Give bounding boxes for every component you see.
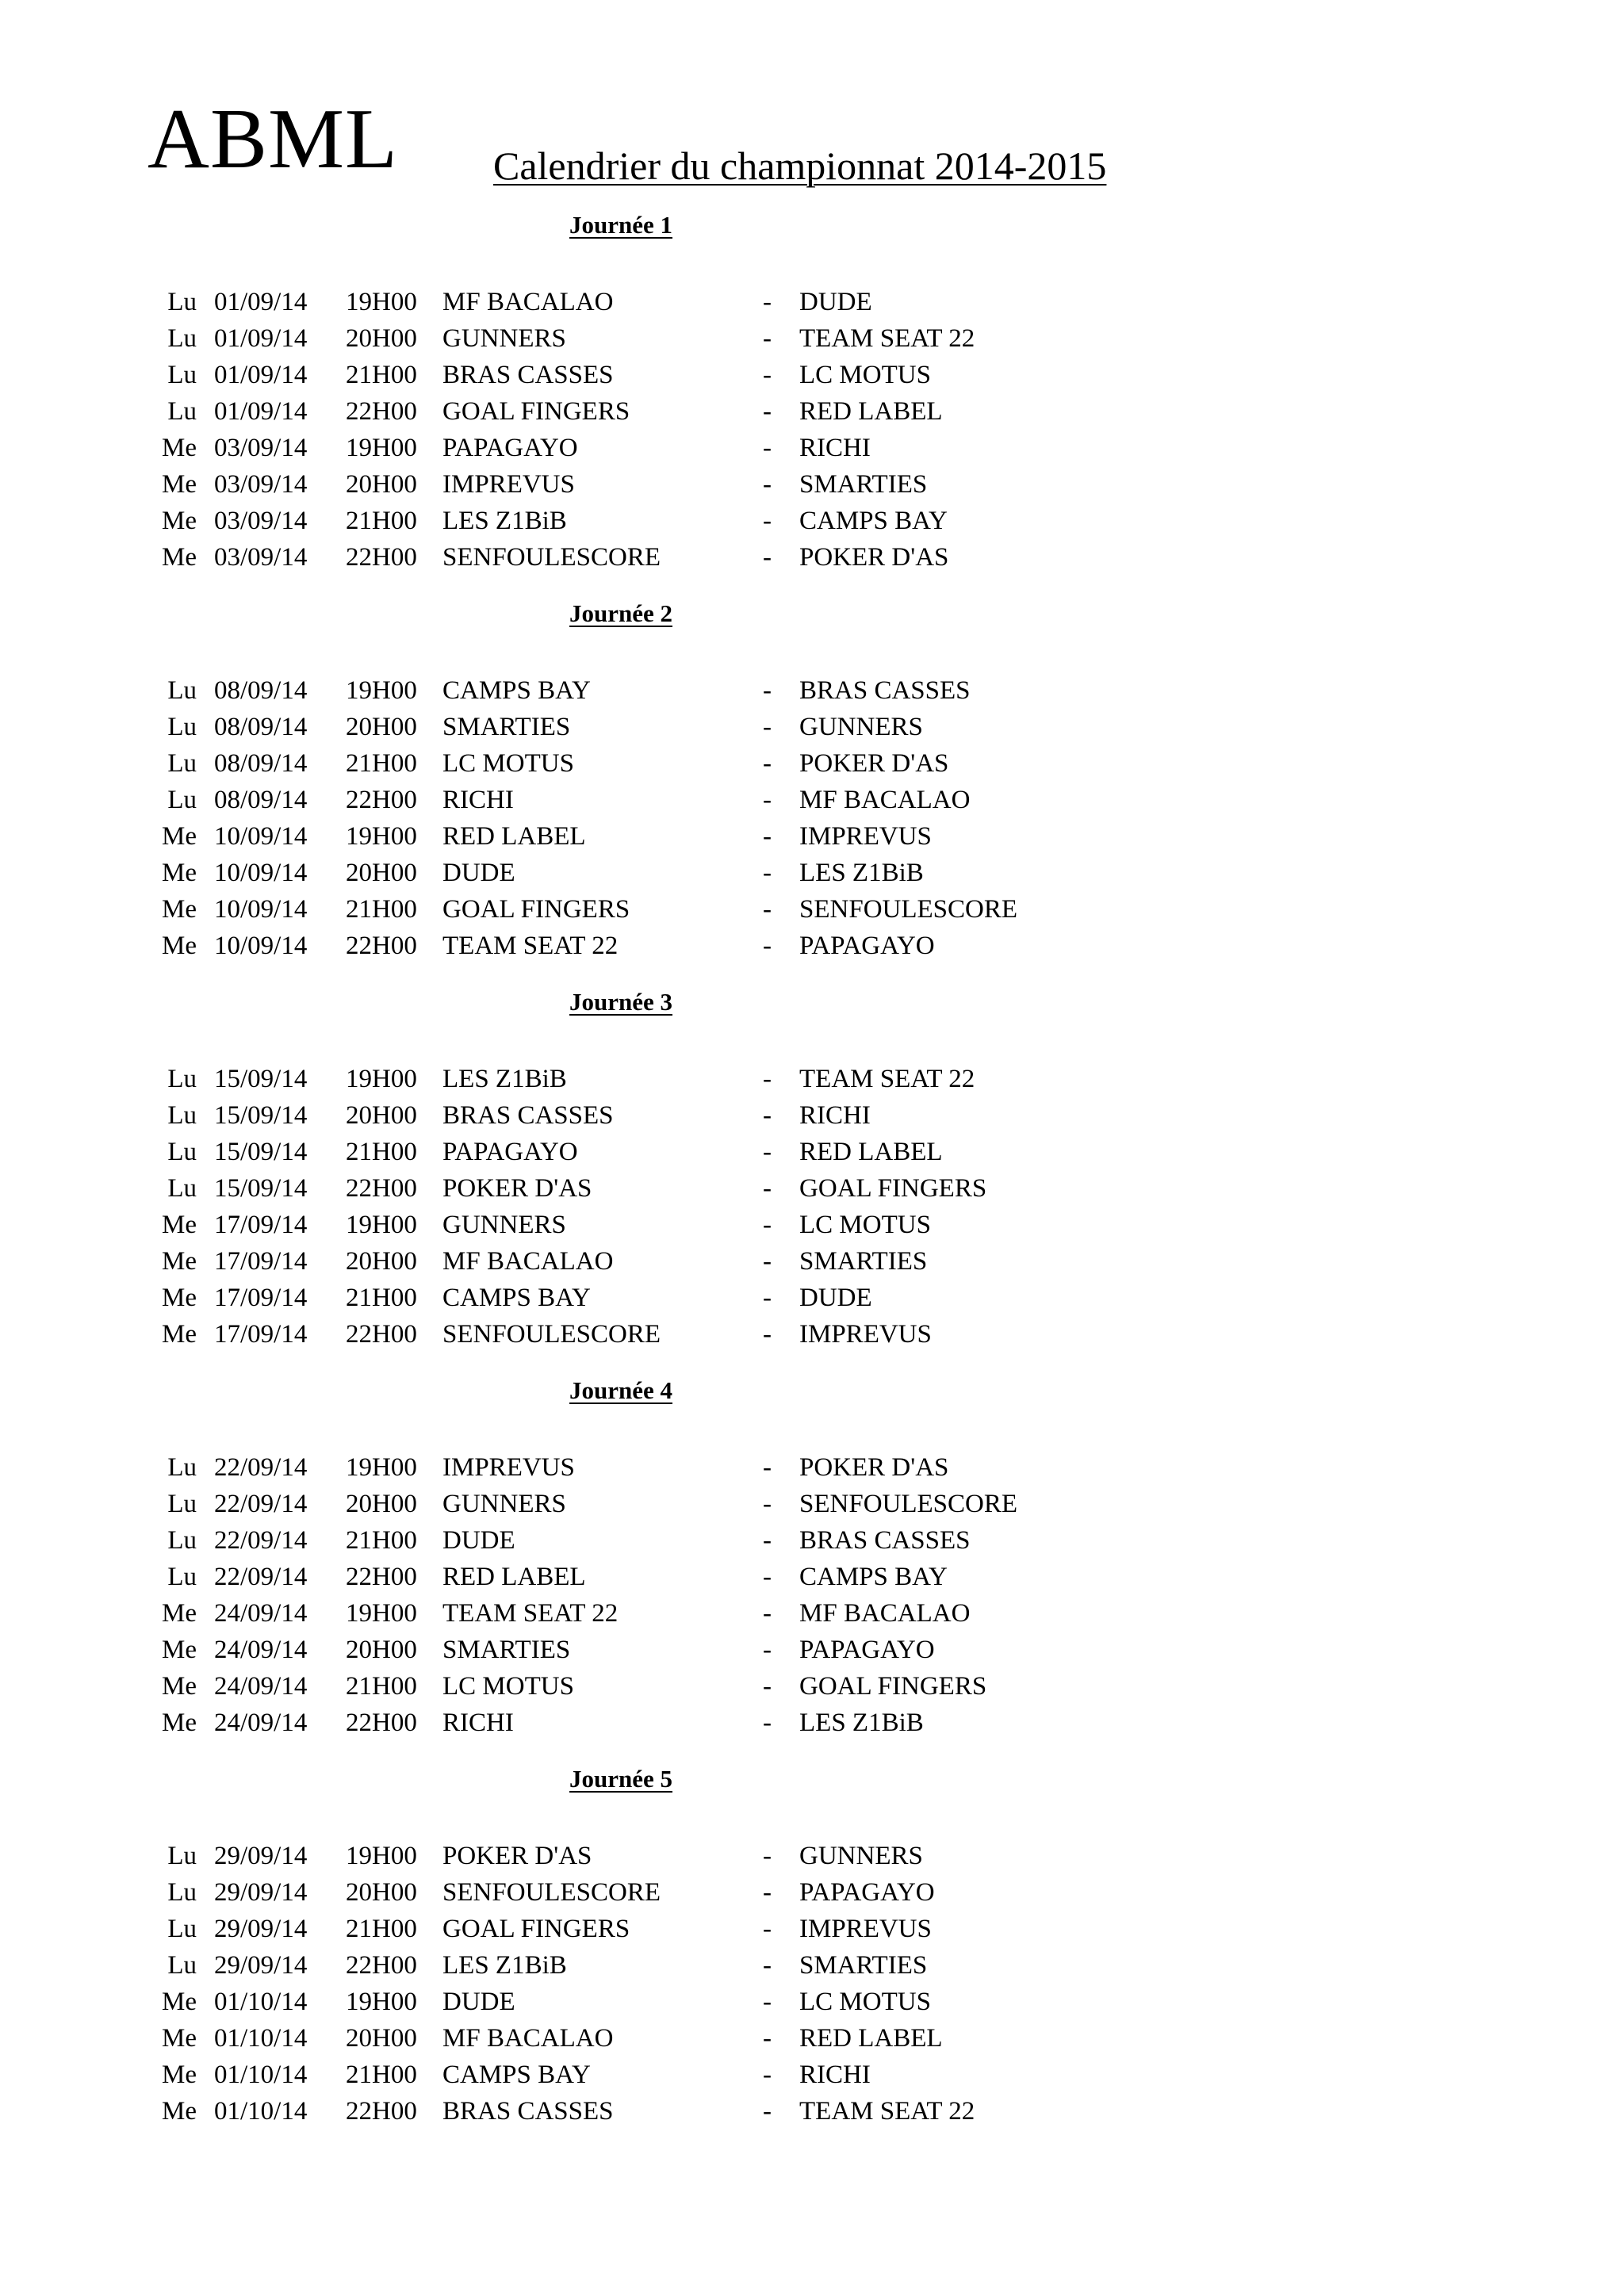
match-day: Lu xyxy=(167,1951,197,1980)
match-time: 19H00 xyxy=(346,1842,417,1870)
round-heading: Journée 2 xyxy=(569,599,673,627)
match-row xyxy=(0,323,1624,354)
away-team: LC MOTUS xyxy=(799,361,931,389)
page-title: Calendrier du championnat 2014-2015 xyxy=(493,144,1107,188)
match-separator: - xyxy=(763,1951,772,1980)
away-team: SMARTIES xyxy=(799,1247,928,1276)
home-team: GOAL FINGERS xyxy=(442,397,630,426)
away-team: RED LABEL xyxy=(799,1138,943,1166)
match-day: Me xyxy=(162,2061,197,2089)
away-team: TEAM SEAT 22 xyxy=(799,324,975,353)
match-time: 19H00 xyxy=(346,1065,417,1093)
match-time: 20H00 xyxy=(346,713,417,741)
away-team: CAMPS BAY xyxy=(799,507,948,535)
match-date: 10/09/14 xyxy=(214,895,308,924)
home-team: MF BACALAO xyxy=(442,2024,614,2053)
home-team: BRAS CASSES xyxy=(442,361,614,389)
match-time: 21H00 xyxy=(346,749,417,778)
match-day: Lu xyxy=(167,324,197,353)
home-team: DUDE xyxy=(442,859,515,887)
match-separator: - xyxy=(763,1709,772,1737)
round-heading: Journée 5 xyxy=(569,1765,673,1793)
home-team: SMARTIES xyxy=(442,713,571,741)
match-day: Lu xyxy=(167,1526,197,1555)
match-row xyxy=(0,1525,1624,1556)
away-team: TEAM SEAT 22 xyxy=(799,1065,975,1093)
away-team: RICHI xyxy=(799,2061,871,2089)
match-separator: - xyxy=(763,1453,772,1482)
match-date: 03/09/14 xyxy=(214,470,308,499)
match-row xyxy=(0,1670,1624,1702)
match-time: 22H00 xyxy=(346,1951,417,1980)
home-team: MF BACALAO xyxy=(442,1247,614,1276)
match-separator: - xyxy=(763,2061,772,2089)
match-date: 29/09/14 xyxy=(214,1842,308,1870)
home-team: TEAM SEAT 22 xyxy=(442,1599,619,1628)
away-team: GOAL FINGERS xyxy=(799,1174,987,1203)
home-team: RICHI xyxy=(442,786,514,814)
match-separator: - xyxy=(763,507,772,535)
home-team: BRAS CASSES xyxy=(442,1101,614,1130)
match-day: Lu xyxy=(167,1138,197,1166)
match-day: Lu xyxy=(167,713,197,741)
match-row xyxy=(0,432,1624,464)
match-separator: - xyxy=(763,1211,772,1239)
match-separator: - xyxy=(763,822,772,851)
match-date: 03/09/14 xyxy=(214,543,308,572)
away-team: BRAS CASSES xyxy=(799,1526,971,1555)
match-time: 21H00 xyxy=(346,1915,417,1943)
match-separator: - xyxy=(763,713,772,741)
match-day: Me xyxy=(162,507,197,535)
match-separator: - xyxy=(763,434,772,462)
away-team: GUNNERS xyxy=(799,713,923,741)
match-date: 10/09/14 xyxy=(214,822,308,851)
home-team: LES Z1BiB xyxy=(442,507,567,535)
home-team: POKER D'AS xyxy=(442,1842,592,1870)
match-time: 22H00 xyxy=(346,1320,417,1349)
match-separator: - xyxy=(763,1599,772,1628)
match-day: Lu xyxy=(167,1174,197,1203)
home-team: RICHI xyxy=(442,1709,514,1737)
match-row xyxy=(0,1100,1624,1131)
match-day: Lu xyxy=(167,1101,197,1130)
match-date: 15/09/14 xyxy=(214,1065,308,1093)
away-team: LES Z1BiB xyxy=(799,1709,924,1737)
match-separator: - xyxy=(763,1915,772,1943)
match-separator: - xyxy=(763,859,772,887)
match-date: 15/09/14 xyxy=(214,1138,308,1166)
match-date: 01/09/14 xyxy=(214,397,308,426)
home-team: MF BACALAO xyxy=(442,288,614,316)
match-row xyxy=(0,1488,1624,1520)
match-separator: - xyxy=(763,1490,772,1518)
match-day: Me xyxy=(162,1211,197,1239)
match-time: 21H00 xyxy=(346,895,417,924)
match-date: 15/09/14 xyxy=(214,1174,308,1203)
match-time: 20H00 xyxy=(346,859,417,887)
match-date: 10/09/14 xyxy=(214,859,308,887)
match-date: 22/09/14 xyxy=(214,1526,308,1555)
match-time: 19H00 xyxy=(346,676,417,705)
match-row xyxy=(0,1634,1624,1666)
match-time: 22H00 xyxy=(346,543,417,572)
match-row xyxy=(0,1318,1624,1350)
match-date: 01/10/14 xyxy=(214,2061,308,2089)
away-team: LC MOTUS xyxy=(799,1211,931,1239)
match-day: Lu xyxy=(167,288,197,316)
home-team: SENFOULESCORE xyxy=(442,1878,661,1907)
logo-text: ABML xyxy=(147,92,399,186)
match-day: Me xyxy=(162,1636,197,1664)
match-day: Me xyxy=(162,1988,197,2016)
away-team: RICHI xyxy=(799,1101,871,1130)
away-team: TEAM SEAT 22 xyxy=(799,2097,975,2126)
match-time: 19H00 xyxy=(346,822,417,851)
match-day: Me xyxy=(162,822,197,851)
match-separator: - xyxy=(763,1065,772,1093)
away-team: GUNNERS xyxy=(799,1842,923,1870)
match-time: 20H00 xyxy=(346,324,417,353)
match-day: Me xyxy=(162,1672,197,1701)
away-team: DUDE xyxy=(799,1284,872,1312)
match-separator: - xyxy=(763,470,772,499)
home-team: IMPREVUS xyxy=(442,1453,575,1482)
match-time: 21H00 xyxy=(346,2061,417,2089)
match-row xyxy=(0,1136,1624,1168)
match-date: 08/09/14 xyxy=(214,786,308,814)
match-row xyxy=(0,1561,1624,1593)
match-day: Me xyxy=(162,2097,197,2126)
away-team: PAPAGAYO xyxy=(799,1636,935,1664)
home-team: BRAS CASSES xyxy=(442,2097,614,2126)
match-time: 22H00 xyxy=(346,1174,417,1203)
away-team: SENFOULESCORE xyxy=(799,895,1018,924)
match-date: 08/09/14 xyxy=(214,676,308,705)
match-separator: - xyxy=(763,676,772,705)
match-separator: - xyxy=(763,324,772,353)
home-team: GUNNERS xyxy=(442,1211,566,1239)
match-time: 22H00 xyxy=(346,1709,417,1737)
match-row xyxy=(0,2022,1624,2054)
match-row xyxy=(0,2095,1624,2127)
match-row xyxy=(0,1598,1624,1629)
home-team: LES Z1BiB xyxy=(442,1951,567,1980)
match-day: Lu xyxy=(167,361,197,389)
home-team: LC MOTUS xyxy=(442,749,574,778)
match-day: Lu xyxy=(167,1490,197,1518)
match-separator: - xyxy=(763,932,772,960)
match-row xyxy=(0,469,1624,500)
match-day: Lu xyxy=(167,1842,197,1870)
match-separator: - xyxy=(763,1636,772,1664)
match-time: 19H00 xyxy=(346,1211,417,1239)
match-row xyxy=(0,1452,1624,1483)
match-day: Me xyxy=(162,1247,197,1276)
match-time: 21H00 xyxy=(346,507,417,535)
match-day: Me xyxy=(162,859,197,887)
match-row xyxy=(0,1173,1624,1204)
match-separator: - xyxy=(763,361,772,389)
match-row xyxy=(0,821,1624,852)
home-team: IMPREVUS xyxy=(442,470,575,499)
away-team: BRAS CASSES xyxy=(799,676,971,705)
match-day: Lu xyxy=(167,1065,197,1093)
match-day: Lu xyxy=(167,786,197,814)
match-date: 01/09/14 xyxy=(214,288,308,316)
match-time: 22H00 xyxy=(346,786,417,814)
match-separator: - xyxy=(763,1672,772,1701)
home-team: GOAL FINGERS xyxy=(442,895,630,924)
match-time: 21H00 xyxy=(346,1284,417,1312)
round-heading: Journée 4 xyxy=(569,1376,673,1404)
away-team: IMPREVUS xyxy=(799,822,932,851)
match-row xyxy=(0,1877,1624,1908)
match-row xyxy=(0,675,1624,706)
match-row xyxy=(0,2059,1624,2091)
away-team: SMARTIES xyxy=(799,470,928,499)
away-team: RED LABEL xyxy=(799,2024,943,2053)
match-date: 08/09/14 xyxy=(214,713,308,741)
match-row xyxy=(0,711,1624,743)
match-separator: - xyxy=(763,1842,772,1870)
match-time: 21H00 xyxy=(346,1672,417,1701)
home-team: SENFOULESCORE xyxy=(442,543,661,572)
match-date: 01/10/14 xyxy=(214,2097,308,2126)
away-team: SMARTIES xyxy=(799,1951,928,1980)
match-date: 24/09/14 xyxy=(214,1599,308,1628)
match-day: Lu xyxy=(167,1453,197,1482)
match-separator: - xyxy=(763,1563,772,1591)
match-row xyxy=(0,359,1624,391)
match-date: 17/09/14 xyxy=(214,1211,308,1239)
match-row xyxy=(0,396,1624,427)
away-team: MF BACALAO xyxy=(799,1599,971,1628)
home-team: CAMPS BAY xyxy=(442,2061,591,2089)
home-team: CAMPS BAY xyxy=(442,676,591,705)
match-time: 20H00 xyxy=(346,1636,417,1664)
away-team: GOAL FINGERS xyxy=(799,1672,987,1701)
match-date: 29/09/14 xyxy=(214,1915,308,1943)
match-day: Me xyxy=(162,470,197,499)
home-team: LC MOTUS xyxy=(442,1672,574,1701)
away-team: PAPAGAYO xyxy=(799,932,935,960)
home-team: SMARTIES xyxy=(442,1636,571,1664)
match-time: 22H00 xyxy=(346,1563,417,1591)
match-date: 22/09/14 xyxy=(214,1563,308,1591)
match-separator: - xyxy=(763,1878,772,1907)
match-time: 22H00 xyxy=(346,2097,417,2126)
away-team: POKER D'AS xyxy=(799,1453,949,1482)
match-day: Me xyxy=(162,2024,197,2053)
match-separator: - xyxy=(763,895,772,924)
match-separator: - xyxy=(763,1526,772,1555)
match-date: 01/09/14 xyxy=(214,361,308,389)
match-day: Me xyxy=(162,895,197,924)
round-heading: Journée 1 xyxy=(569,211,673,239)
match-row xyxy=(0,1913,1624,1945)
home-team: GOAL FINGERS xyxy=(442,1915,630,1943)
match-time: 20H00 xyxy=(346,2024,417,2053)
match-row xyxy=(0,894,1624,925)
home-team: RED LABEL xyxy=(442,1563,586,1591)
match-separator: - xyxy=(763,2024,772,2053)
away-team: IMPREVUS xyxy=(799,1915,932,1943)
away-team: DUDE xyxy=(799,288,872,316)
match-separator: - xyxy=(763,288,772,316)
match-row xyxy=(0,748,1624,779)
home-team: GUNNERS xyxy=(442,1490,566,1518)
match-date: 22/09/14 xyxy=(214,1490,308,1518)
match-date: 03/09/14 xyxy=(214,434,308,462)
away-team: PAPAGAYO xyxy=(799,1878,935,1907)
match-date: 17/09/14 xyxy=(214,1247,308,1276)
away-team: POKER D'AS xyxy=(799,543,949,572)
match-row xyxy=(0,857,1624,889)
away-team: SENFOULESCORE xyxy=(799,1490,1018,1518)
match-date: 08/09/14 xyxy=(214,749,308,778)
match-row xyxy=(0,1986,1624,2018)
match-date: 29/09/14 xyxy=(214,1951,308,1980)
match-separator: - xyxy=(763,1284,772,1312)
home-team: TEAM SEAT 22 xyxy=(442,932,619,960)
match-row xyxy=(0,1209,1624,1241)
away-team: LES Z1BiB xyxy=(799,859,924,887)
match-time: 20H00 xyxy=(346,1247,417,1276)
match-time: 19H00 xyxy=(346,1453,417,1482)
home-team: RED LABEL xyxy=(442,822,586,851)
away-team: POKER D'AS xyxy=(799,749,949,778)
match-date: 15/09/14 xyxy=(214,1101,308,1130)
match-time: 20H00 xyxy=(346,1878,417,1907)
home-team: DUDE xyxy=(442,1988,515,2016)
match-day: Me xyxy=(162,1599,197,1628)
match-time: 19H00 xyxy=(346,1988,417,2016)
home-team: PAPAGAYO xyxy=(442,434,578,462)
match-date: 24/09/14 xyxy=(214,1709,308,1737)
match-time: 19H00 xyxy=(346,434,417,462)
away-team: LC MOTUS xyxy=(799,1988,931,2016)
match-time: 22H00 xyxy=(346,397,417,426)
away-team: CAMPS BAY xyxy=(799,1563,948,1591)
match-day: Me xyxy=(162,932,197,960)
match-date: 01/10/14 xyxy=(214,2024,308,2053)
away-team: MF BACALAO xyxy=(799,786,971,814)
match-date: 17/09/14 xyxy=(214,1320,308,1349)
home-team: PAPAGAYO xyxy=(442,1138,578,1166)
match-time: 20H00 xyxy=(346,1101,417,1130)
match-separator: - xyxy=(763,1101,772,1130)
home-team: SENFOULESCORE xyxy=(442,1320,661,1349)
match-row xyxy=(0,286,1624,318)
match-separator: - xyxy=(763,1320,772,1349)
match-day: Lu xyxy=(167,1563,197,1591)
match-separator: - xyxy=(763,1247,772,1276)
match-row xyxy=(0,1063,1624,1095)
match-day: Lu xyxy=(167,676,197,705)
match-row xyxy=(0,505,1624,537)
home-team: POKER D'AS xyxy=(442,1174,592,1203)
match-separator: - xyxy=(763,397,772,426)
match-day: Me xyxy=(162,1284,197,1312)
away-team: IMPREVUS xyxy=(799,1320,932,1349)
match-row xyxy=(0,1840,1624,1872)
match-separator: - xyxy=(763,786,772,814)
home-team: GUNNERS xyxy=(442,324,566,353)
match-day: Lu xyxy=(167,1878,197,1907)
match-time: 22H00 xyxy=(346,932,417,960)
match-row xyxy=(0,930,1624,962)
match-separator: - xyxy=(763,1174,772,1203)
home-team: LES Z1BiB xyxy=(442,1065,567,1093)
match-date: 24/09/14 xyxy=(214,1636,308,1664)
match-time: 21H00 xyxy=(346,1526,417,1555)
match-time: 19H00 xyxy=(346,1599,417,1628)
match-day: Me xyxy=(162,434,197,462)
match-date: 22/09/14 xyxy=(214,1453,308,1482)
match-date: 17/09/14 xyxy=(214,1284,308,1312)
match-time: 21H00 xyxy=(346,1138,417,1166)
match-date: 01/10/14 xyxy=(214,1988,308,2016)
match-date: 01/09/14 xyxy=(214,324,308,353)
match-date: 29/09/14 xyxy=(214,1878,308,1907)
match-row xyxy=(0,784,1624,816)
match-separator: - xyxy=(763,1988,772,2016)
match-time: 19H00 xyxy=(346,288,417,316)
match-separator: - xyxy=(763,749,772,778)
match-day: Lu xyxy=(167,1915,197,1943)
away-team: RICHI xyxy=(799,434,871,462)
match-day: Me xyxy=(162,543,197,572)
match-row xyxy=(0,541,1624,573)
match-day: Lu xyxy=(167,397,197,426)
match-row xyxy=(0,1246,1624,1277)
match-day: Me xyxy=(162,1320,197,1349)
match-separator: - xyxy=(763,543,772,572)
match-day: Me xyxy=(162,1709,197,1737)
home-team: DUDE xyxy=(442,1526,515,1555)
match-row xyxy=(0,1707,1624,1739)
match-date: 24/09/14 xyxy=(214,1672,308,1701)
match-time: 20H00 xyxy=(346,470,417,499)
match-time: 20H00 xyxy=(346,1490,417,1518)
match-date: 10/09/14 xyxy=(214,932,308,960)
match-time: 21H00 xyxy=(346,361,417,389)
match-row xyxy=(0,1282,1624,1314)
match-separator: - xyxy=(763,2097,772,2126)
match-row xyxy=(0,1950,1624,1981)
match-day: Lu xyxy=(167,749,197,778)
home-team: CAMPS BAY xyxy=(442,1284,591,1312)
match-separator: - xyxy=(763,1138,772,1166)
away-team: RED LABEL xyxy=(799,397,943,426)
match-date: 03/09/14 xyxy=(214,507,308,535)
round-heading: Journée 3 xyxy=(569,988,673,1016)
